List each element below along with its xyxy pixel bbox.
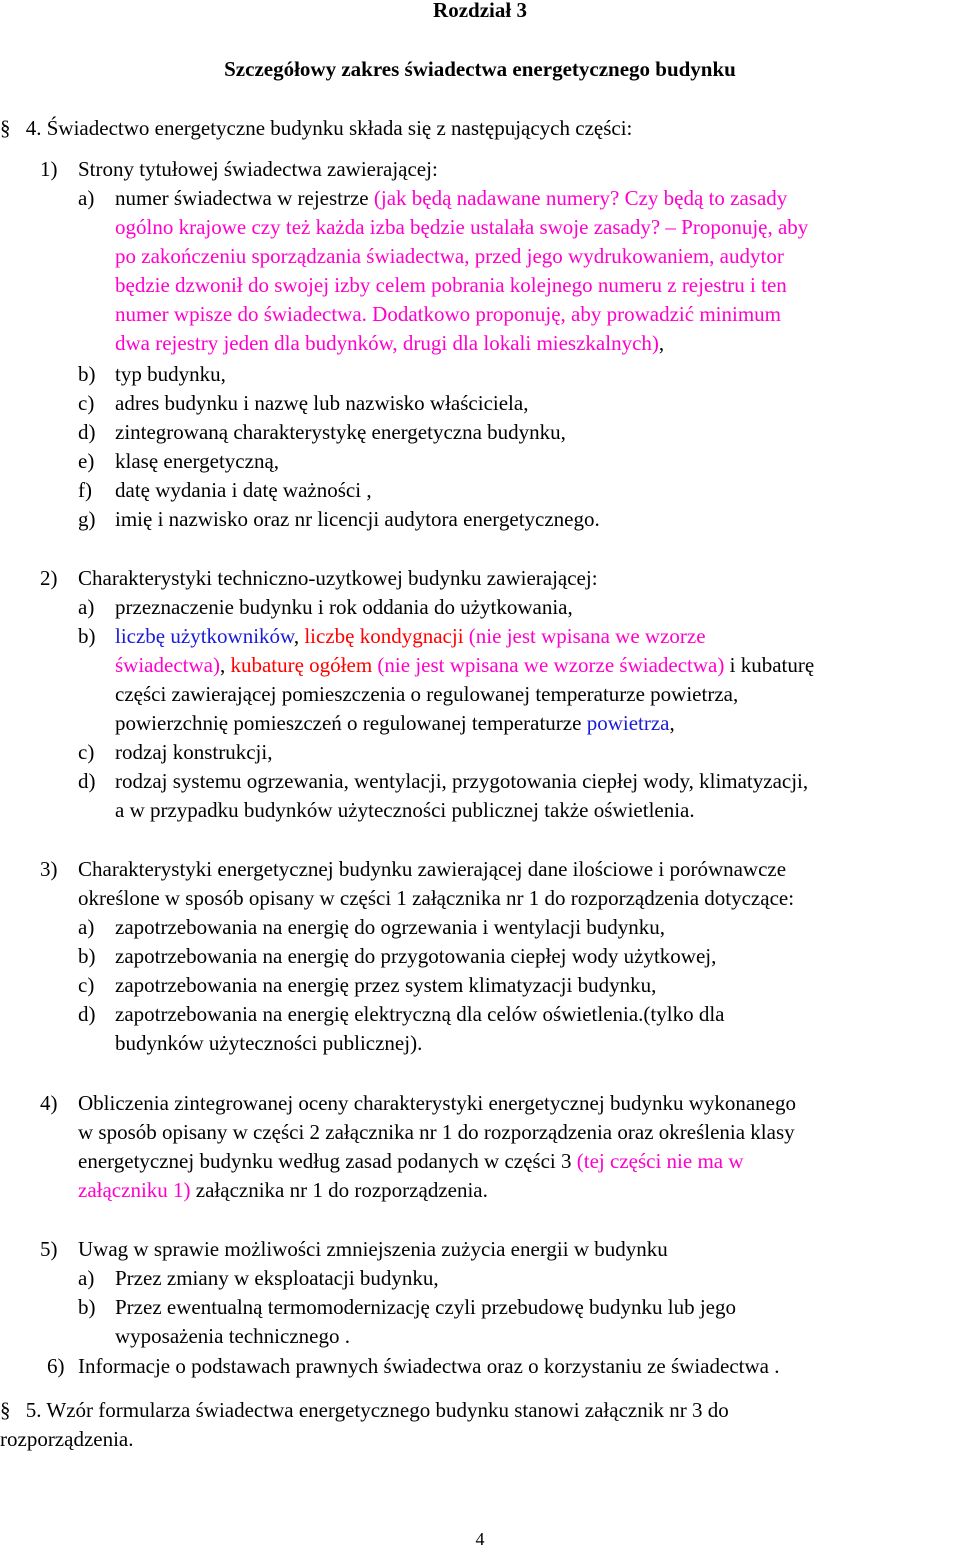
item-1a-line-6 [115,329,664,358]
item-2b-line-2 [115,651,814,680]
floors-count-text: liczbę kondygnacji [304,624,464,648]
list-item-label: c) [78,740,95,764]
item-2-title: Charakterystyki techniczno-uzytkowej budynku zawierającej: [78,566,598,590]
list-item-label: c) [78,973,95,997]
item-1a-comment-line: (jak będą nadawane numery? Czy będą to zasady [373,186,788,210]
item-5-title: Uwag w sprawie możliwości zmniejszenia zużycia energii w budynku [78,1237,668,1261]
list-item-label: d) [78,420,96,444]
list-item-label: a) [78,915,95,939]
item-3-number: 3) [40,857,58,881]
list-item-continuation: budynków użyteczności publicznej). [115,1031,423,1055]
item-6-number: 6) [47,1354,65,1378]
item-1a-text: numer świadectwa w rejestrze [115,186,374,210]
list-item-label: b) [78,624,96,648]
chapter-title: Szczegółowy zakres świadectwa energetycznego budynku [224,57,736,81]
comment-text: (nie jest wpisana we wzorze świadectwa) [377,653,725,677]
air-text: powietrza [586,711,670,735]
comment-text: (tej części nie ma w [576,1149,744,1173]
section-5-line-2: rozporządzenia. [0,1427,134,1451]
item-4-line-3 [78,1147,744,1176]
list-item-label: b) [78,944,96,968]
item-1a-comment-line: numer wpisze do świadectwa. Dodatkowo proponuję, aby prowadzić minimum [115,302,782,326]
list-item-label: a) [78,595,95,619]
list-item: rodzaj konstrukcji, [115,740,273,764]
item-4-text: załącznika nr 1 do rozporządzenia. [190,1178,488,1202]
list-item: klasę energetyczną, [115,449,280,473]
list-item: Przez zmiany w eksploatacji budynku, [115,1266,439,1290]
list-item: Przez ewentualną termomodernizację czyli przebudowę budynku lub jego [115,1295,737,1319]
comment-text: załączniku 1) [78,1178,191,1202]
item-4-line-4 [78,1176,488,1205]
item-1a-comment-line: będzie dzwonił do swojej izby celem pobrania kolejnego numeru z rejestru i ten [115,273,787,297]
list-item-label: b) [78,362,96,386]
item-6-text: Informacje o podstawach prawnych świadectwa oraz o korzystaniu ze świadectwa . [78,1354,780,1378]
item-4-number: 4) [40,1091,58,1115]
section-5-text: 5. Wzór formularza świadectwa energetycznego budynku stanowi załącznik nr 3 do [25,1398,729,1422]
list-item-label: d) [78,769,96,793]
page-number: 4 [475,1529,485,1549]
item-1a-line-1 [115,184,787,213]
item-4-line-1: Obliczenia zintegrowanej oceny charakterystyki energetycznej budynku wykonanego [78,1091,796,1115]
separator: , [219,653,231,677]
list-item-label: a) [78,1266,95,1290]
separator: , [293,624,305,648]
list-item: adres budynku i nazwę lub nazwisko właściciela, [115,391,529,415]
item-2b-line-1 [115,622,706,651]
section-4-text: 4. Świadectwo energetyczne budynku składa się z następujących części: [25,116,633,140]
item-5-number: 5) [40,1237,58,1261]
item-1a-comment-line: dwa rejestry jeden dla budynków, drugi dla lokali mieszkalnych) [115,331,659,355]
item-2b-line-4 [115,709,675,738]
section-5-line-1 [0,1396,729,1425]
item-4-line-2: w sposób opisany w części 2 załącznika nr 1 do rozporządzenia oraz określenia klasy [78,1120,795,1144]
item-1a-end: , [658,331,665,355]
list-item-label: g) [78,507,96,531]
item-3-line-2: określone w sposób opisany w części 1 załącznika nr 1 do rozporządzenia dotyczące: [78,886,795,910]
list-item-label: b) [78,1295,96,1319]
list-item: zapotrzebowania na energię do ogrzewania i wentylacji budynku, [115,915,666,939]
list-item-label: c) [78,391,95,415]
list-item-label: e) [78,449,95,473]
comment-text: (nie jest wpisana we wzorze [468,624,706,648]
area-text: powierzchnię pomieszczeń o regulowanej temperaturze [115,711,587,735]
list-item: datę wydania i datę ważności , [115,478,372,502]
item-1-title: Strony tytułowej świadectwa zawierającej: [78,157,438,181]
volume-text: i kubaturę [724,653,815,677]
list-item: zapotrzebowania na energię do przygotowania ciepłej wody użytkowej, [115,944,717,968]
item-2-number: 2) [40,566,58,590]
comment-text: świadectwa) [115,653,220,677]
item-1a-label: a) [78,186,95,210]
item-1a-comment-line: po zakończeniu sporządzania świadectwa, przed jego wydrukowaniem, audytor [115,244,784,268]
item-1-number: 1) [40,157,58,181]
item-1a-comment-line: ogólno krajowe czy też każda izba będzie ustalała swoje zasady? – Proponuję, aby [115,215,809,239]
list-item: imię i nazwisko oraz nr licencji audytora energetycznego. [115,507,600,531]
list-item-continuation: wyposażenia technicznego . [115,1324,350,1348]
list-item: przeznaczenie budynku i rok oddania do użytkowania, [115,595,573,619]
list-item: zapotrzebowania na energię elektryczną dla celów oświetlenia.(tylko dla [115,1002,725,1026]
list-item-continuation: a w przypadku budynków użyteczności publicznej także oświetlenia. [115,798,695,822]
users-count-text: liczbę użytkowników [115,624,294,648]
list-item: rodzaj systemu ogrzewania, wentylacji, przygotowania ciepłej wody, klimatyzacji, [115,769,809,793]
list-item: zintegrowaną charakterystykę energetyczna budynku, [115,420,566,444]
item-2b-end: , [669,711,675,735]
item-3-line-1: Charakterystyki energetycznej budynku zawierającej dane ilościowe i porównawcze [78,857,787,881]
list-item-label: f) [78,478,92,502]
chapter-heading: Rozdział 3 [433,0,527,22]
list-item-label: d) [78,1002,96,1026]
item-2b-line-3: części zawierającej pomieszczenia o regulowanej temperaturze powietrza, [115,682,739,706]
list-item: zapotrzebowania na energię przez system klimatyzacji budynku, [115,973,657,997]
item-4-text: energetycznej budynku według zasad podanych w części 3 [78,1149,577,1173]
total-volume-text: kubaturę ogółem [230,653,373,677]
section-mark: § [0,1398,11,1422]
section-4 [0,114,632,143]
section-mark: § [0,116,11,140]
list-item: typ budynku, [115,362,226,386]
